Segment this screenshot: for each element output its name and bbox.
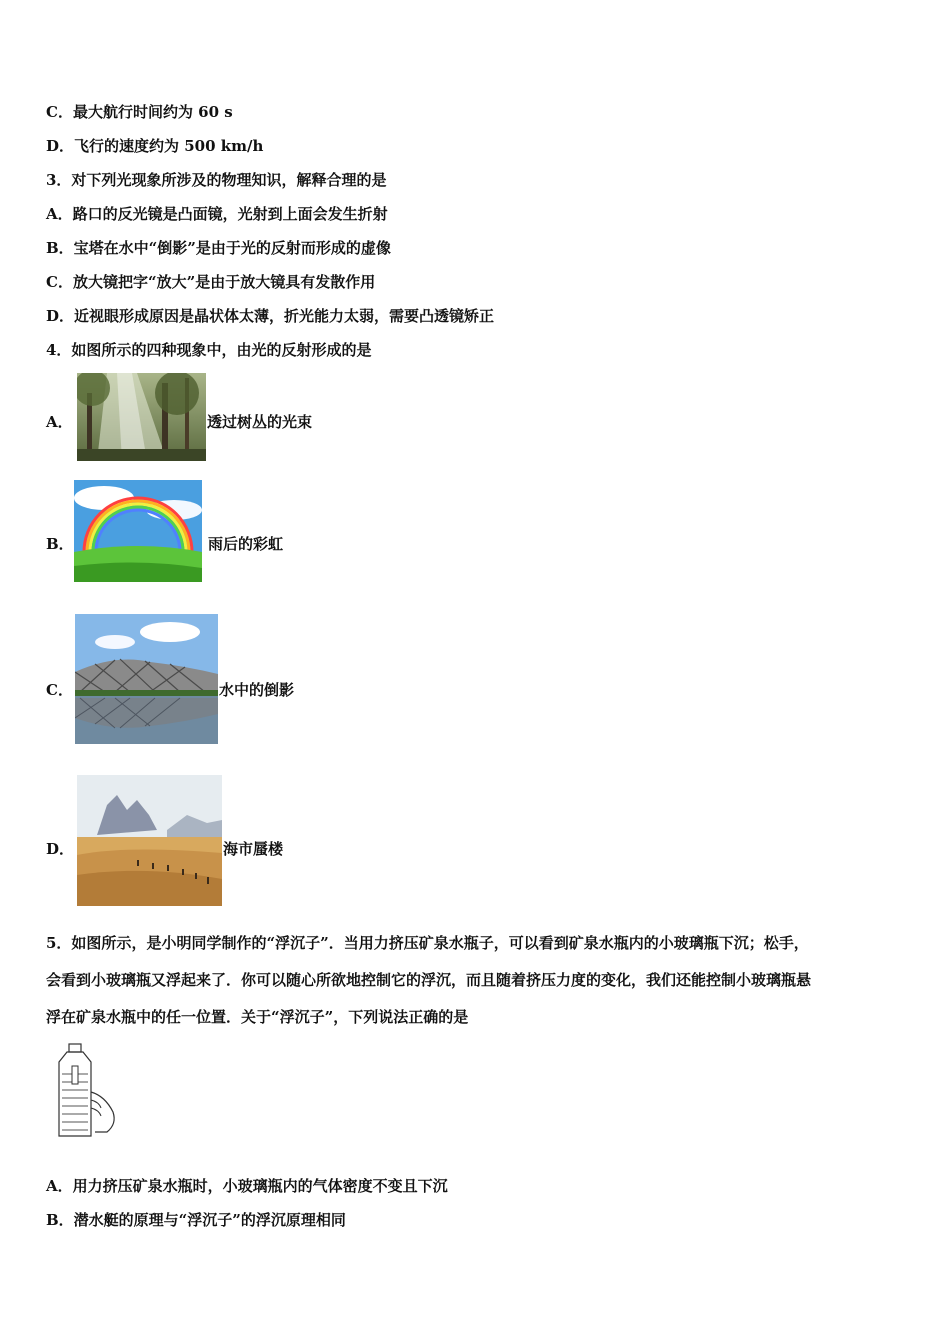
rainbow-image (74, 480, 202, 582)
q4-stem: 4．如图所示的四种现象中，由光的反射形成的是 (46, 341, 372, 359)
q3-option-d: D．近视眼形成原因是晶状体太薄，折光能力太弱，需要凸透镜矫正 (46, 307, 495, 325)
q5-option-b: B．潜水艇的原理与“浮沉子”的浮沉原理相同 (46, 1211, 346, 1229)
q4-option-d-label: D． (46, 840, 75, 858)
q4-option-a-caption: 透过树丛的光束 (207, 413, 313, 431)
bird-nest-reflection-image (75, 614, 218, 744)
q5-stem-line-2: 会看到小玻璃瓶又浮起来了．你可以随心所欲地控制它的浮沉，而且随着挤压力度的变化，我们还能控制小玻璃瓶悬 (46, 971, 812, 989)
q4-option-d-caption: 海市蜃楼 (223, 840, 284, 858)
q4-option-a-label: A． (46, 413, 73, 431)
q2-option-c: C．最大航行时间约为 60 s (46, 103, 233, 121)
cartesian-diver-bottle-figure (55, 1042, 123, 1140)
q5-option-a: A．用力挤压矿泉水瓶时，小玻璃瓶内的气体密度不变且下沉 (46, 1177, 448, 1195)
q4-option-b-caption: 雨后的彩虹 (208, 535, 284, 553)
q4-option-b-label: B． (46, 535, 74, 553)
q3-option-b: B．宝塔在水中“倒影”是由于光的反射而形成的虚像 (46, 239, 391, 257)
q3-stem: 3．对下列光现象所涉及的物理知识，解释合理的是 (46, 171, 387, 189)
forest-light-image (77, 373, 206, 461)
q5-stem-line-3: 浮在矿泉水瓶中的任一位置．关于“浮沉子”，下列说法正确的是 (46, 1008, 469, 1026)
q4-option-c-label: C． (46, 681, 73, 699)
q2-option-d: D．飞行的速度约为 500 km/h (46, 137, 264, 155)
q4-option-c-caption: 水中的倒影 (219, 681, 295, 699)
q5-stem (46, 925, 906, 1036)
q3-option-a: A．路口的反光镜是凸面镜，光射到上面会发生折射 (46, 205, 388, 223)
mirage-desert-image (77, 775, 222, 906)
q3-option-c: C．放大镜把字“放大”是由于放大镜具有发散作用 (46, 273, 376, 291)
q5-stem-line-1: 5．如图所示，是小明同学制作的“浮沉子”．当用力挤压矿泉水瓶子，可以看到矿泉水瓶内的小玻璃瓶下沉；松手， (46, 934, 809, 952)
